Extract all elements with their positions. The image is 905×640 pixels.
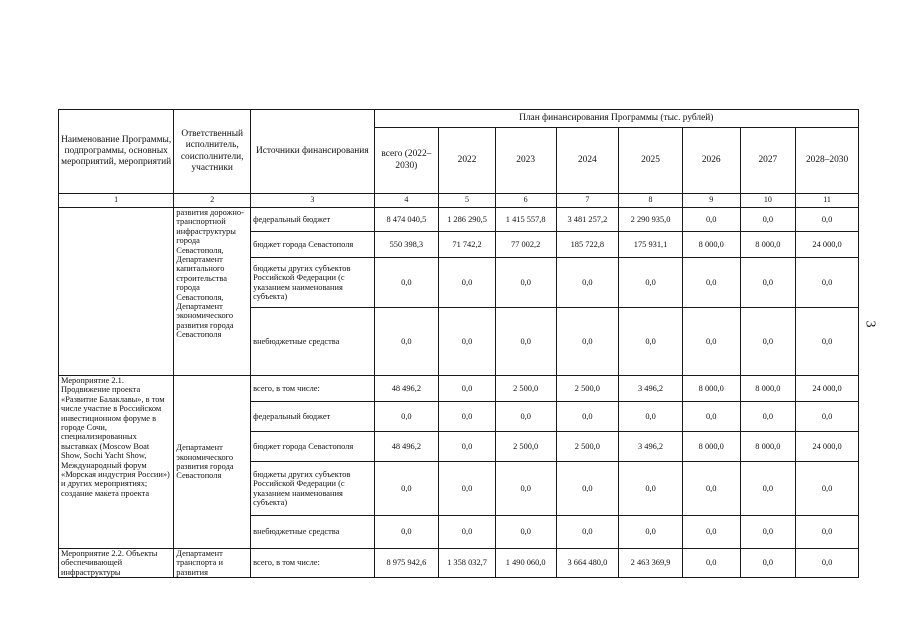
value-cell: 48 496,2	[374, 376, 439, 402]
value-cell: 0,0	[682, 208, 740, 232]
value-cell: 0,0	[740, 462, 796, 516]
value-cell: 3 664 480,0	[556, 549, 619, 578]
value-cell: 0,0	[374, 462, 439, 516]
value-cell: 24 000,0	[796, 376, 859, 402]
header-sources: Источники финансирования	[251, 110, 374, 194]
header-year: 2027	[740, 128, 796, 194]
value-cell: 0,0	[439, 516, 496, 549]
header-year: 2022	[439, 128, 496, 194]
value-cell: 0,0	[556, 258, 619, 308]
value-cell: 0,0	[619, 516, 683, 549]
value-cell: 0,0	[556, 516, 619, 549]
header-year: 2028–2030	[796, 128, 859, 194]
value-cell: 185 722,8	[556, 232, 619, 258]
value-cell: 8 000,0	[682, 432, 740, 462]
value-cell: 0,0	[619, 462, 683, 516]
value-cell: 0,0	[439, 308, 496, 376]
column-number: 6	[495, 194, 556, 208]
value-cell: 0,0	[556, 462, 619, 516]
value-cell: 0,0	[619, 308, 683, 376]
value-cell: 0,0	[619, 258, 683, 308]
value-cell: 0,0	[439, 402, 496, 432]
value-cell: 48 496,2	[374, 432, 439, 462]
header-year: 2025	[619, 128, 683, 194]
header-row-1	[59, 110, 859, 128]
value-cell: 0,0	[439, 462, 496, 516]
column-number: 3	[251, 194, 374, 208]
value-cell: 8 000,0	[740, 376, 796, 402]
value-cell: 0,0	[796, 549, 859, 578]
value-cell: 0,0	[439, 432, 496, 462]
value-cell: 24 000,0	[796, 232, 859, 258]
header-name: Наименование Программы, подпрограммы, основных мероприятий, мероприятий	[59, 110, 174, 194]
value-cell: 0,0	[796, 258, 859, 308]
value-cell: 0,0	[682, 402, 740, 432]
value-cell: 8 000,0	[740, 232, 796, 258]
column-number: 9	[682, 194, 740, 208]
value-cell: 0,0	[556, 402, 619, 432]
value-cell: 0,0	[682, 258, 740, 308]
value-cell: 175 931,1	[619, 232, 683, 258]
value-cell: 1 358 032,7	[439, 549, 496, 578]
value-cell: 0,0	[439, 258, 496, 308]
value-cell: 0,0	[740, 402, 796, 432]
value-cell: 3 481 257,2	[556, 208, 619, 232]
value-cell: 2 500,0	[556, 432, 619, 462]
column-number: 11	[796, 194, 859, 208]
value-cell: 0,0	[619, 402, 683, 432]
value-cell: 8 000,0	[740, 432, 796, 462]
funding-source-cell: внебюджетные средства	[251, 308, 374, 376]
value-cell: 0,0	[556, 308, 619, 376]
measure-name-cell: Мероприятие 2.1. Продвижение проекта «Развитие Балаклавы», в том числе участие в Российском инвестиционном форуме в городе Сочи, специализированных выставках (Moscow Boat Show, Sochi Yacht Show, Международный форум «Морская индустрия России») и других мероприятиях; создание макета проекта	[59, 376, 174, 549]
value-cell: 1 490 060,0	[495, 549, 556, 578]
header-plan-title: План финансирования Программы (тыс. рублей)	[374, 110, 859, 128]
funding-source-cell: федеральный бюджет	[251, 402, 374, 432]
column-number: 1	[59, 194, 174, 208]
header-year: 2026	[682, 128, 740, 194]
executor-cell: Департамент экономического развития города Севастополя	[174, 376, 251, 549]
table-row	[59, 376, 859, 402]
value-cell: 2 290 935,0	[619, 208, 683, 232]
value-cell: 0,0	[682, 549, 740, 578]
page-number: 3	[862, 320, 878, 328]
value-cell: 24 000,0	[796, 432, 859, 462]
table-body	[59, 110, 859, 578]
column-number: 2	[174, 194, 251, 208]
value-cell: 0,0	[740, 208, 796, 232]
value-cell: 550 398,3	[374, 232, 439, 258]
executor-cell: развития дорожно-транспортной инфраструктуры города Севастополя, Департамент капитального строительства города Севастополя, Департамент экономического развития города Севастополя	[174, 208, 251, 376]
value-cell: 8 474 040,5	[374, 208, 439, 232]
value-cell: 71 742,2	[439, 232, 496, 258]
funding-source-cell: бюджеты других субъектов Российской Федерации (с указанием наименования субъекта)	[251, 258, 374, 308]
value-cell: 0,0	[796, 208, 859, 232]
funding-source-cell: бюджет города Севастополя	[251, 232, 374, 258]
funding-source-cell: бюджеты других субъектов Российской Федерации (с указанием наименования субъекта)	[251, 462, 374, 516]
value-cell: 0,0	[740, 516, 796, 549]
value-cell: 0,0	[374, 258, 439, 308]
value-cell: 0,0	[439, 376, 496, 402]
value-cell: 0,0	[374, 308, 439, 376]
funding-source-cell: федеральный бюджет	[251, 208, 374, 232]
column-number: 5	[439, 194, 496, 208]
value-cell: 0,0	[796, 402, 859, 432]
value-cell: 0,0	[740, 308, 796, 376]
funding-source-cell: всего, в том числе:	[251, 376, 374, 402]
value-cell: 0,0	[682, 308, 740, 376]
value-cell: 2 500,0	[495, 376, 556, 402]
value-cell: 0,0	[796, 462, 859, 516]
value-cell: 0,0	[740, 549, 796, 578]
financing-table	[58, 109, 859, 578]
value-cell: 0,0	[495, 402, 556, 432]
value-cell: 3 496,2	[619, 376, 683, 402]
value-cell: 0,0	[682, 516, 740, 549]
header-year: 2023	[495, 128, 556, 194]
value-cell: 0,0	[740, 258, 796, 308]
column-number: 10	[740, 194, 796, 208]
value-cell: 3 496,2	[619, 432, 683, 462]
value-cell: 1 415 557,8	[495, 208, 556, 232]
value-cell: 0,0	[796, 516, 859, 549]
funding-source-cell: внебюджетные средства	[251, 516, 374, 549]
table-row	[59, 208, 859, 232]
value-cell: 2 500,0	[556, 376, 619, 402]
value-cell: 0,0	[682, 462, 740, 516]
value-cell: 77 002,2	[495, 232, 556, 258]
value-cell: 8 000,0	[682, 232, 740, 258]
header-year: 2024	[556, 128, 619, 194]
value-cell: 0,0	[796, 308, 859, 376]
value-cell: 2 463 369,9	[619, 549, 683, 578]
funding-source-cell: бюджет города Севастополя	[251, 432, 374, 462]
header-total: всего (2022–2030)	[374, 128, 439, 194]
column-number: 7	[556, 194, 619, 208]
column-numbers-row	[59, 194, 859, 208]
value-cell: 0,0	[495, 258, 556, 308]
column-number: 4	[374, 194, 439, 208]
value-cell: 0,0	[374, 402, 439, 432]
value-cell: 2 500,0	[495, 432, 556, 462]
measure-name-cell	[59, 208, 174, 376]
value-cell: 1 286 290,5	[439, 208, 496, 232]
measure-name-cell: Мероприятие 2.2. Объекты обеспечивающей инфраструктуры	[59, 549, 174, 578]
executor-cell: Департамент транспорта и развития	[174, 549, 251, 578]
value-cell: 8 975 942,6	[374, 549, 439, 578]
value-cell: 0,0	[495, 462, 556, 516]
header-executor: Ответственный исполнитель, соисполнители, участники	[174, 110, 251, 194]
funding-source-cell: всего, в том числе:	[251, 549, 374, 578]
value-cell: 0,0	[495, 516, 556, 549]
value-cell: 0,0	[374, 516, 439, 549]
value-cell: 0,0	[495, 308, 556, 376]
column-number: 8	[619, 194, 683, 208]
value-cell: 8 000,0	[682, 376, 740, 402]
table-row	[59, 549, 859, 578]
